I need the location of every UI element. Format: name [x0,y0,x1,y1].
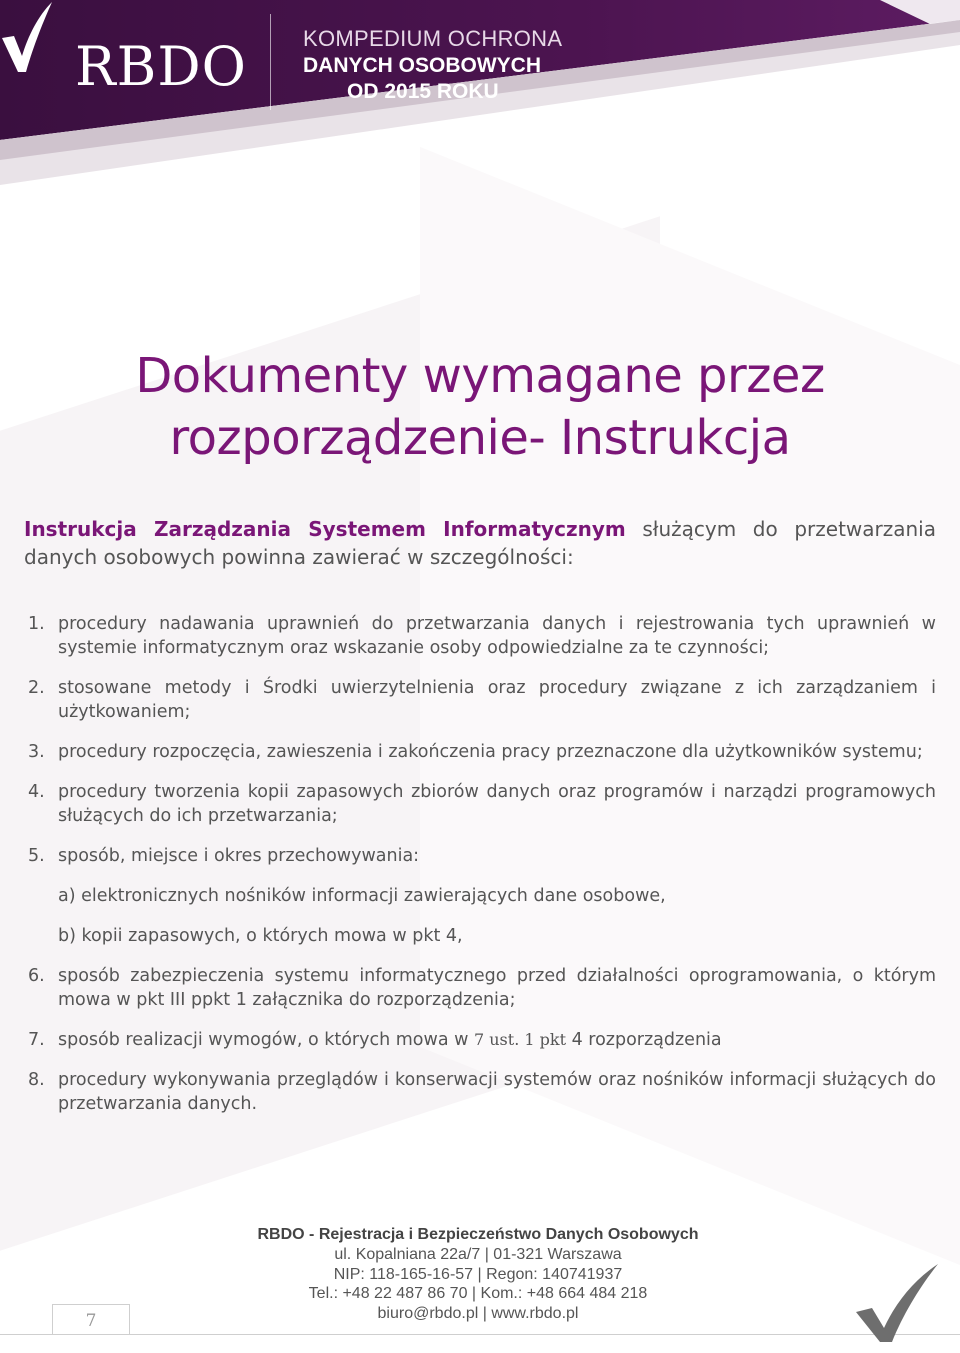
list-item-text: sposób, miejsce i okres przechowywania: [58,846,420,866]
page-title [0,345,960,469]
header-title-line2: DANYCH OSOBOWYCH [303,54,542,77]
footer-ids: NIP: 118-165-16-57 | Regon: 140741937 [333,1265,623,1283]
list-item [24,676,936,724]
list-item [24,740,936,764]
footer-company: RBDO - Rejestracja i Bezpieczeństwo Danych Osobowych [257,1226,699,1243]
logo-text: RBDO [75,35,247,98]
list-item-number: 3. [28,742,45,762]
list-item-number: 1. [28,614,45,634]
footer-contact: biuro@rbdo.pl | www.rbdo.pl [377,1304,579,1322]
list-item [24,1068,936,1116]
sub-item: b) kopii zapasowych, o których mowa w pkt 4, [58,926,463,946]
list-item-number: 2. [28,678,45,698]
list-item-number: 7. [28,1030,45,1050]
header-divider [270,14,271,110]
header-title-line3: OD 2015 ROKU [347,80,499,103]
page-number: 7 [52,1304,130,1334]
footer-check-icon [852,1260,942,1345]
list-item [24,612,936,660]
list-item-text: sposób zabezpieczenia systemu informatycznego przed działalności oprogramowania, o którym mowa w pkt III ppkt 1 załącznika do rozporządzenia; [58,966,936,1010]
intro-paragraph [24,515,936,571]
list-item [24,964,936,1012]
list-item-text: procedury nadawania uprawnień do przetwarzania danych i rejestrowania tych uprawnień w systemie informatycznym oraz wskazanie osoby odpowiedzialne za te czynności; [58,614,936,658]
list-item-text: 4 rozporządzenia [566,1030,722,1050]
page-title-line2: rozporządzenie- Instrukcja [169,410,791,466]
intro-rest: służącym do przetwarzania danych osobowych powinna zawierać w szczególności: [24,517,936,569]
footer-contact-block [218,1225,738,1323]
list-item-text: sposób realizacji wymogów, o których mowa w [58,1030,474,1050]
list-item [24,844,936,868]
sub-item: a) elektronicznych nośników informacji zawierających dane osobowe, [58,886,666,906]
list-item-number: 5. [28,846,45,866]
footer-address: ul. Kopalniana 22a/7 | 01-321 Warszawa [334,1246,622,1263]
list-item [24,1028,936,1052]
logo-check-icon [0,0,55,75]
intro-strong: Instrukcja Zarządzania Systemem Informatycznym [24,517,626,541]
list-item [24,780,936,828]
list-item-number: 8. [28,1070,45,1090]
list-item-text: procedury rozpoczęcia, zawieszenia i zakończenia pracy przeznaczone dla użytkowników systemu; [58,742,923,762]
footer-phones: Tel.: +48 22 487 86 70 | Kom.: +48 664 484 218 [308,1285,648,1302]
list-item-number: 6. [28,966,45,986]
list-item-text: procedury tworzenia kopii zapasowych zbiorów danych oraz programów i narządzi programowych służących do ich przetwarzania; [58,782,936,826]
list-item-number: 4. [28,782,45,802]
footer [0,1215,960,1353]
list-item-text-serif: 7 ust. 1 pkt [473,1030,566,1049]
header-banner [0,0,960,185]
list-item-text: stosowane metody i Środki uwierzytelnienia oraz procedury związane z ich zarządzaniem i użytkowaniem; [58,678,936,722]
page-title-line1: Dokumenty wymagane przez [135,348,825,404]
header-title-line1: KOMPEDIUM OCHRONA [303,26,563,51]
footer-divider [0,1334,960,1335]
list-item-text: procedury wykonywania przeglądów i konserwacji systemów oraz nośników informacji służących do przetwarzania danych. [58,1070,936,1114]
requirements-list [24,612,936,1116]
